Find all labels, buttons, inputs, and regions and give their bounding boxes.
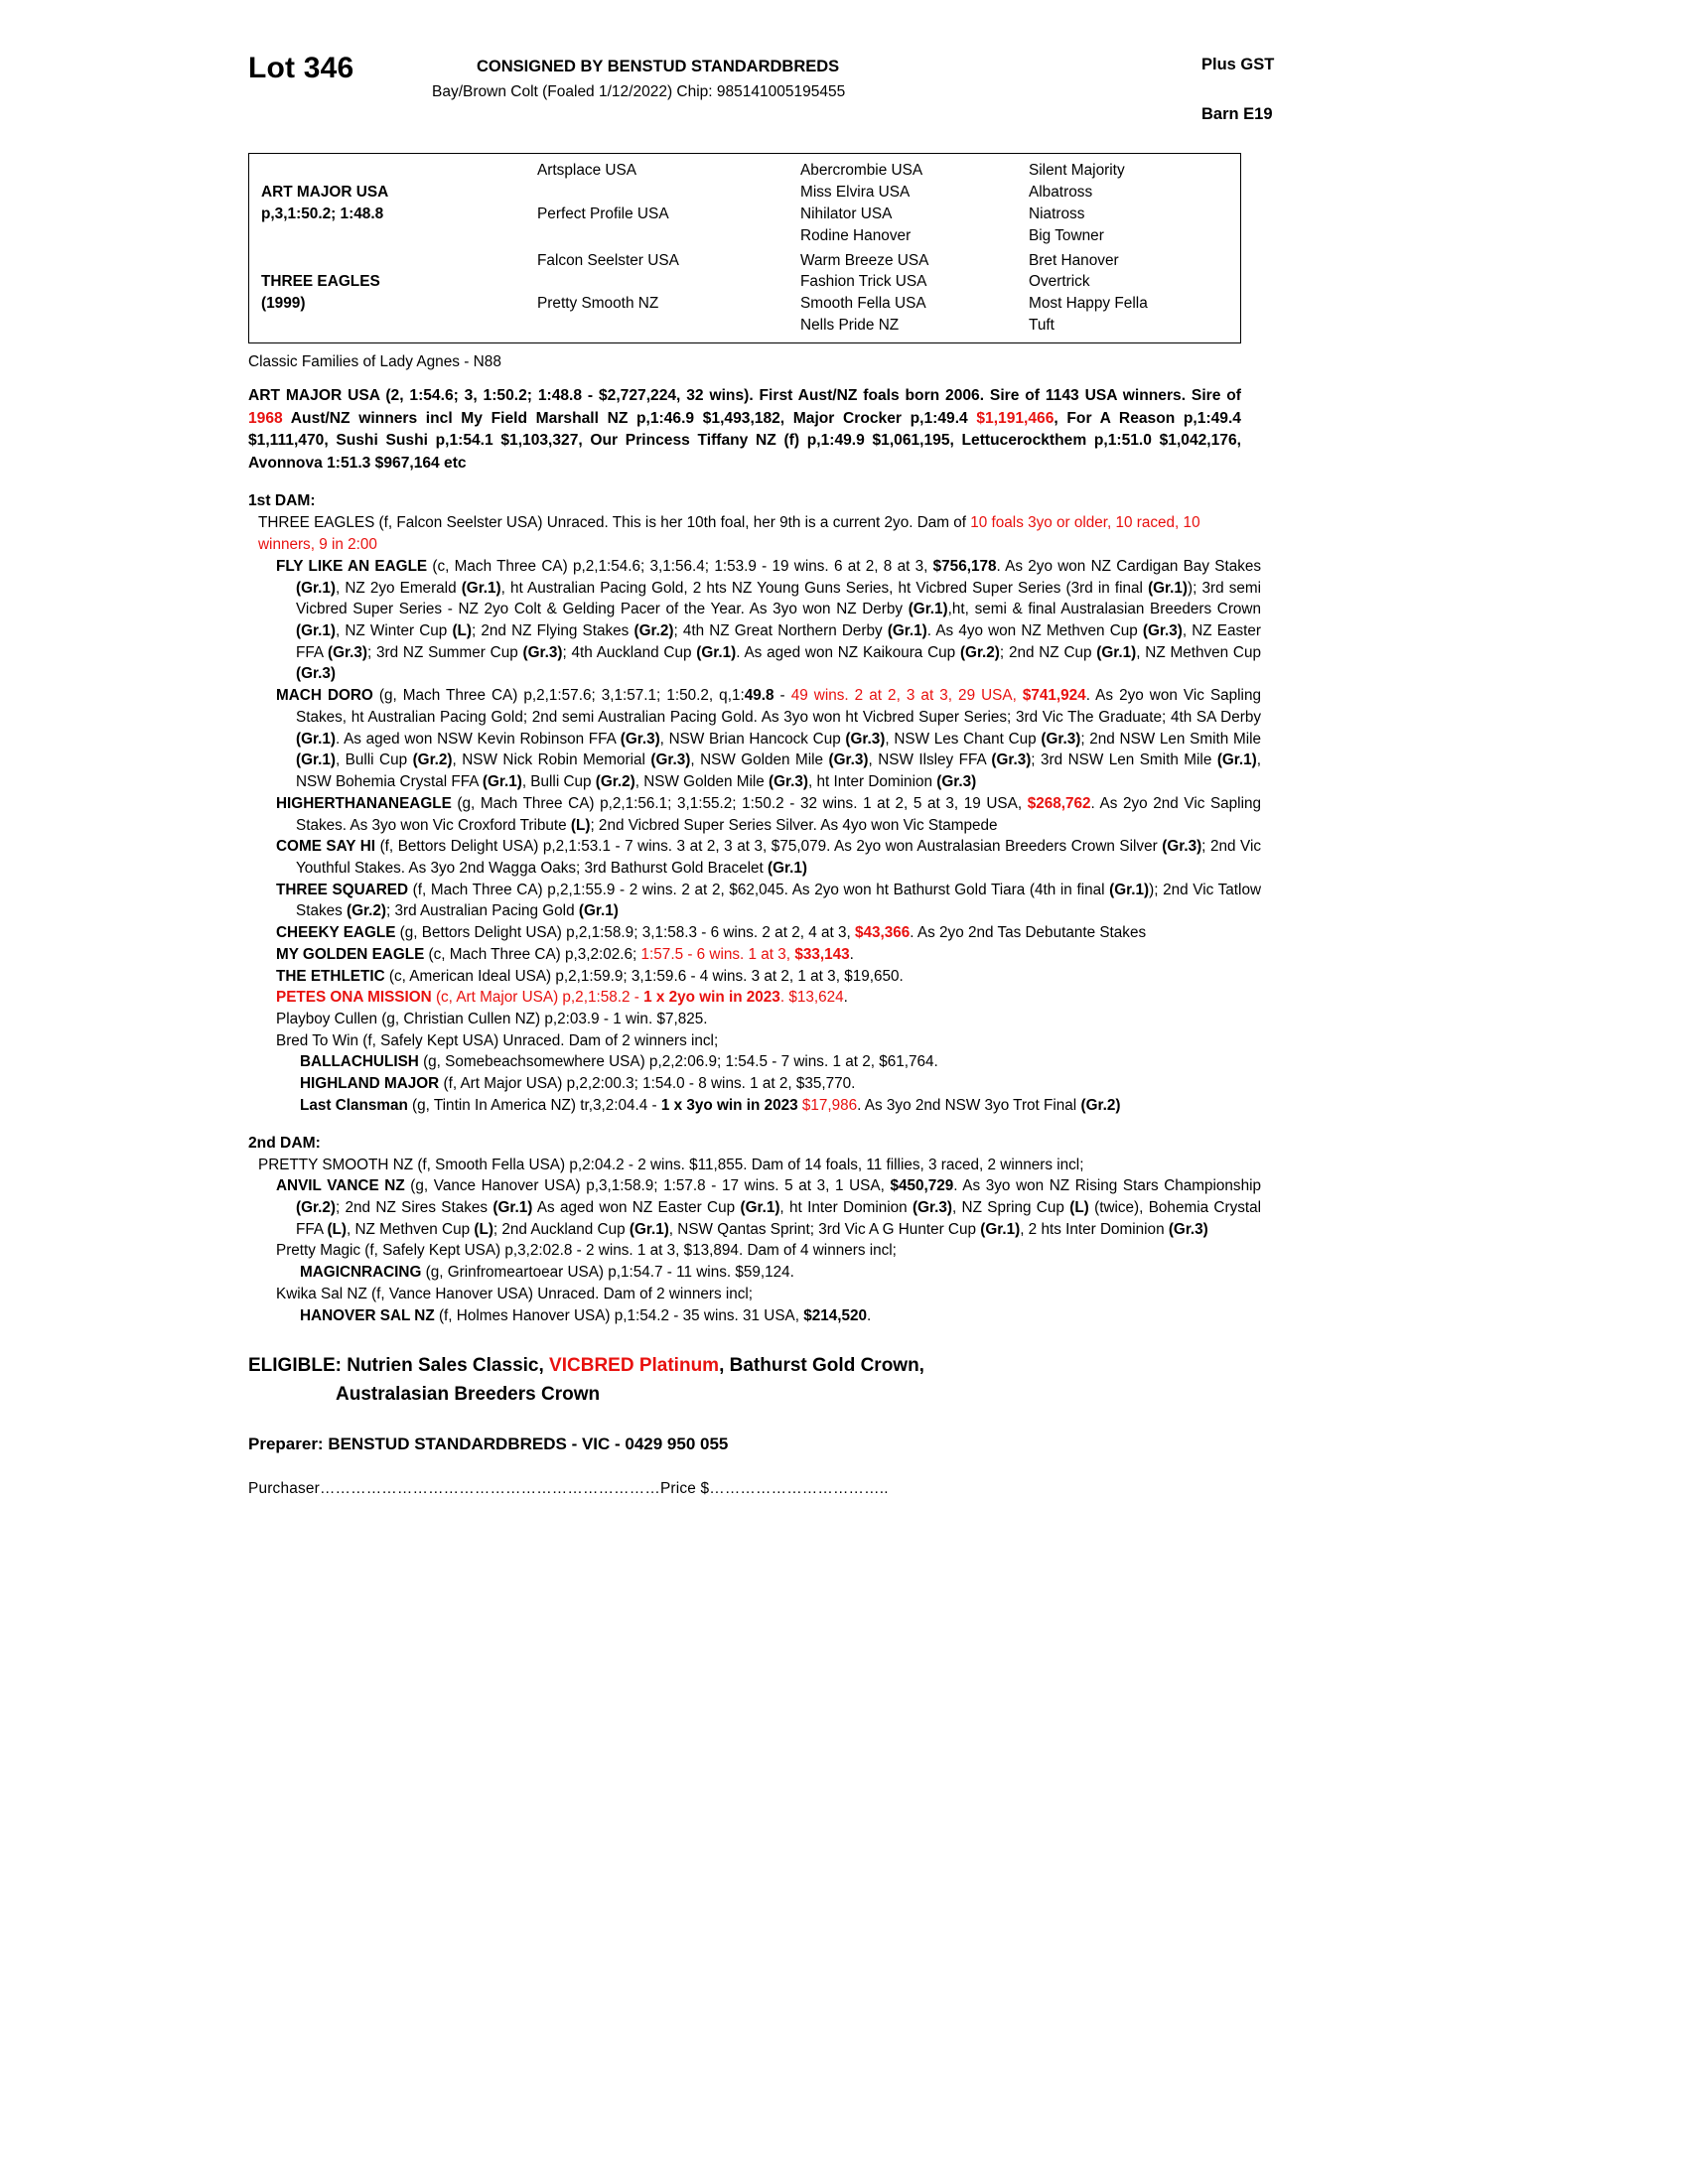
lot-number: Lot 346 xyxy=(248,52,354,84)
progeny-entry xyxy=(276,1175,1261,1240)
sire-summary-pre: ART MAJOR USA (2, 1:54.6; 3, 1:50.2; 1:48.8 - $2,727,224, 32 wins). First Aust/NZ foals born 2006. Sire of 1143 USA winners. Sire of xyxy=(248,387,1241,404)
eligible-block xyxy=(248,1352,1261,1409)
plus-gst-label: Plus GST xyxy=(1201,56,1275,73)
progeny-detail: (g, Mach Three CA) p,2,1:56.1; 3,1:55.2; 1:50.2 - 32 wins. 1 at 2, 5 at 3, 19 USA, $268,762. As 2yo 2nd Vic Sapling Stakes. As 3yo won Vic Croxford Tribute (L); 2nd Vicbred Super Series Silver. As 4yo won Vic Stampede xyxy=(296,794,1261,834)
first-dam-foal-stats: 10 foals 3yo or older, 10 raced, 10 winners, 9 in 2:00 xyxy=(258,514,1200,554)
pedigree-cell: Bret Hanover xyxy=(1029,251,1119,269)
progeny-entry xyxy=(276,836,1261,879)
progeny-entry: Playboy Cullen (g, Christian Cullen NZ) p,2:03.9 - 1 win. $7,825. xyxy=(276,1010,708,1027)
pedigree-row xyxy=(249,160,1240,182)
first-dam-sub-list xyxy=(149,1051,1539,1116)
barn-label: Barn E19 xyxy=(1201,105,1273,123)
progeny-entry xyxy=(276,685,1261,793)
first-dam-lead xyxy=(258,512,1241,555)
pedigree-row xyxy=(249,293,1240,315)
pedigree-table xyxy=(248,153,1241,343)
progeny-name: HIGHLAND MAJOR xyxy=(300,1075,440,1093)
progeny-detail: (f, Art Major USA) p,2,2:00.3; 1:54.0 - 8 wins. 1 at 2, $35,770. xyxy=(439,1075,856,1093)
pedigree-cell: Pretty Smooth NZ xyxy=(537,295,659,313)
progeny-detail: (g, Vance Hanover USA) p,3,1:58.9; 1:57.8 - 17 wins. 5 at 3, 1 USA, $450,729. As 3yo won NZ Rising Stars Championship (Gr.2); 2nd NZ Sires Stakes (Gr.1) As aged won NZ Easter Cup (Gr.1), ht Inter Dominion (Gr.3), NZ Spring Cup (L) (twice), Bohemia Crystal FFA (L), NZ Methven Cup (L); 2nd Auckland Cup (Gr.1), NSW Qantas Sprint; 3rd Vic A G Hunter Cup (Gr.1), 2 hts Inter Dominion (Gr.3) xyxy=(296,1177,1262,1238)
progeny-name: HIGHERTHANANEAGLE xyxy=(276,794,452,812)
preparer-line: Preparer: BENSTUD STANDARDBREDS - VIC - 0429 950 055 xyxy=(248,1434,729,1454)
sire-record: p,3,1:50.2; 1:48.8 xyxy=(261,205,384,222)
sire-summary xyxy=(248,385,1241,475)
progeny-detail: (g, Somebeachsomewhere USA) p,2,2:06.9; 1:54.5 - 7 wins. 1 at 2, $61,764. xyxy=(418,1053,938,1071)
pedigree-row xyxy=(249,250,1240,272)
pedigree-cell: Miss Elvira USA xyxy=(800,183,911,201)
pedigree-row xyxy=(249,225,1240,247)
pedigree-cell: Big Towner xyxy=(1029,226,1104,244)
progeny-entry xyxy=(276,880,1261,922)
progeny-entry xyxy=(276,922,1261,944)
first-dam-progeny-list xyxy=(149,556,1539,1009)
progeny-detail: (f, Bettors Delight USA) p,2,1:53.1 - 7 wins. 3 at 2, 3 at 3, $75,079. As 2yo won Australasian Breeders Crown Silver (Gr.3); 2nd Vic Youthful Stakes. As 3yo 2nd Wagga Oaks; 3rd Bathurst Gold Bracelet (Gr.1) xyxy=(296,838,1261,877)
pedigree-cell: Abercrombie USA xyxy=(800,162,923,179)
pedigree-row xyxy=(249,271,1240,293)
pedigree-row xyxy=(249,182,1240,204)
progeny-name: HANOVER SAL NZ xyxy=(300,1306,435,1324)
pedigree-cell: Niatross xyxy=(1029,205,1085,222)
progeny-name: ANVIL VANCE NZ xyxy=(276,1177,405,1195)
progeny-name: CHEEKY EAGLE xyxy=(276,924,396,942)
pedigree-cell: Tuft xyxy=(1029,317,1055,335)
progeny-name: THE ETHLETIC xyxy=(276,967,385,985)
progeny-entry xyxy=(276,944,1261,966)
progeny-detail: (f, Holmes Hanover USA) p,1:54.2 - 35 wins. 31 USA, $214,520. xyxy=(434,1306,872,1324)
progeny-detail: (g, Grinfromeartoear USA) p,1:54.7 - 11 wins. $59,124. xyxy=(421,1264,794,1282)
pedigree-cell: Warm Breeze USA xyxy=(800,251,929,269)
pedigree-cell: Perfect Profile USA xyxy=(537,205,669,222)
classic-families-line: Classic Families of Lady Agnes - N88 xyxy=(248,353,501,370)
progeny-entry xyxy=(300,1305,1261,1327)
first-dam-lead-text: THREE EAGLES (f, Falcon Seelster USA) Unraced. This is her 10th foal, her 9th is a current 2yo. Dam of xyxy=(258,514,971,532)
pedigree-row xyxy=(249,204,1240,225)
progeny-detail: (g, Bettors Delight USA) p,2,1:58.9; 3,1:58.3 - 6 wins. 2 at 2, 4 at 3, $43,366. As 2yo 2nd Tas Debutante Stakes xyxy=(395,924,1147,942)
pedigree-cell: Nells Pride NZ xyxy=(800,317,900,335)
sire-summary-mid2: , For A Reason p,1:49.4 $1,111,470, Sushi Sushi p,1:54.1 $1,103,327, Our Princess Tiffany NZ (f) p,1:49.9 $1,061,195, Lettucerockthem p,1:51.0 $1,042,176, Avonnova 1:51.3 $967,164 etc xyxy=(248,409,1241,472)
pedigree-row xyxy=(249,315,1240,337)
progeny-entry xyxy=(300,1051,1261,1073)
sire-summary-mid1: Aust/NZ winners incl My Field Marshall NZ p,1:46.9 $1,493,182, Major Crocker p,1:49.4 xyxy=(282,409,977,427)
progeny-detail: (g, Tintin In America NZ) tr,3,2:04.4 - 1 x 3yo win in 2023 $17,986. As 3yo 2nd NSW 3yo Trot Final (Gr.2) xyxy=(407,1096,1121,1114)
progeny-name: MY GOLDEN EAGLE xyxy=(276,945,425,963)
progeny-entry xyxy=(300,1073,1261,1095)
progeny-name: COME SAY HI xyxy=(276,838,376,856)
progeny-detail: (c, American Ideal USA) p,2,1:59.9; 3,1:59.6 - 4 wins. 3 at 2, 1 at 3, $19,650. xyxy=(384,967,904,985)
progeny-detail: (c, Mach Three CA) p,2,1:54.6; 3,1:56.4; 1:53.9 - 19 wins. 6 at 2, 8 at 3, $756,178. As 2yo won NZ Cardigan Bay Stakes (Gr.1), NZ 2yo Emerald (Gr.1), ht Australian Pacing Gold, 2 hts NZ Young Guns Series, ht Vicbred Super Series (3rd in final (Gr.1)); 3rd semi Vicbred Super Series - NZ 2yo Colt & Gelding Pacer of the Year. As 3yo won NZ Derby (Gr.1),ht, semi & final Australasian Breeders Crown (Gr.1), NZ Winter Cup (L); 2nd NZ Flying Stakes (Gr.2); 4th NZ Great Northern Derby (Gr.1). As 4yo won NZ Methven Cup (Gr.3), NZ Easter FFA (Gr.3); 3rd NZ Summer Cup (Gr.3); 4th Auckland Cup (Gr.1). As aged won NZ Kaikoura Cup (Gr.2); 2nd NZ Cup (Gr.1), NZ Methven Cup (Gr.3) xyxy=(296,557,1262,683)
eligible-vicbred: VICBRED Platinum xyxy=(549,1355,720,1377)
pedigree-cell: Artsplace USA xyxy=(537,162,637,179)
progeny-entry: Pretty Magic (f, Safely Kept USA) p,3,2:02.8 - 2 wins. 1 at 3, $13,894. Dam of 4 winners incl; xyxy=(276,1242,897,1260)
horse-description: Bay/Brown Colt (Foaled 1/12/2022) Chip: 985141005195455 xyxy=(432,83,846,100)
progeny-name: BALLACHULISH xyxy=(300,1053,419,1071)
pedigree-cell: Nihilator USA xyxy=(800,205,893,222)
first-dam-heading: 1st DAM: xyxy=(248,492,316,510)
progeny-name: MAGICNRACING xyxy=(300,1264,422,1282)
progeny-detail: (c, Mach Three CA) p,3,2:02.6; 1:57.5 - 6 wins. 1 at 3, $33,143. xyxy=(424,945,854,963)
dam-name: THREE EAGLES xyxy=(261,273,380,291)
second-dam-lead: PRETTY SMOOTH NZ (f, Smooth Fella USA) p,2:04.2 - 2 wins. $11,855. Dam of 14 foals, 11 fillies, 3 raced, 2 winners incl; xyxy=(258,1156,1084,1173)
progeny-entry xyxy=(300,1095,1261,1117)
pedigree-cell: Overtrick xyxy=(1029,273,1090,291)
eligible-label: ELIGIBLE: Nutrien Sales Classic, xyxy=(248,1355,550,1377)
progeny-entry xyxy=(276,966,1261,988)
progeny-detail: (f, Mach Three CA) p,2,1:55.9 - 2 wins. 2 at 2, $62,045. As 2yo won ht Bathurst Gold Tiara (4th in final (Gr.1)); 2nd Vic Tatlow Stakes (Gr.2); 3rd Australian Pacing Gold (Gr.1) xyxy=(296,881,1261,920)
sire-winners-count: 1968 xyxy=(248,409,283,427)
progeny-entry xyxy=(276,556,1261,685)
progeny-detail: (g, Mach Three CA) p,2,1:57.6; 3,1:57.1; 1:50.2, q,1:49.8 - 49 wins. 2 at 2, 3 at 3, 29 USA, $741,924. As 2yo won Vic Sapling Stakes, ht Australian Pacing Gold; 2nd semi Australian Pacing Gold. As 3yo won ht Vicbred Super Series; 3rd Vic The Graduate; 4th SA Derby (Gr.1). As aged won NSW Kevin Robinson FFA (Gr.3), NSW Brian Hancock Cup (Gr.3), NSW Les Chant Cup (Gr.3); 2nd NSW Len Smith Mile (Gr.1), Bulli Cup (Gr.2), NSW Nick Robin Memorial (Gr.3), NSW Golden Mile (Gr.3), NSW Ilsley FFA (Gr.3); 3rd NSW Len Smith Mile (Gr.1), NSW Bohemia Crystal FFA (Gr.1), Bulli Cup (Gr.2), NSW Golden Mile (Gr.3), ht Inter Dominion (Gr.3) xyxy=(296,687,1262,791)
first-dam-plain-list xyxy=(149,1009,1539,1051)
progeny-entry: Kwika Sal NZ (f, Vance Hanover USA) Unraced. Dam of 2 winners incl; xyxy=(276,1285,754,1302)
pedigree-cell: Fashion Trick USA xyxy=(800,273,927,291)
consignor-line: CONSIGNED BY BENSTUD STANDARDBREDS xyxy=(477,58,840,75)
sire-name: ART MAJOR USA xyxy=(261,183,389,201)
progeny-entry: Bred To Win (f, Safely Kept USA) Unraced. Dam of 2 winners incl; xyxy=(276,1031,719,1049)
pedigree-cell: Albatross xyxy=(1029,183,1093,201)
progeny-detail: (c, Art Major USA) p,2,1:58.2 - 1 x 2yo win in 2023. $13,624. xyxy=(435,989,848,1007)
progeny-name: MACH DORO xyxy=(276,687,373,705)
progeny-entry xyxy=(276,793,1261,836)
pedigree-cell: Most Happy Fella xyxy=(1029,295,1148,313)
purchaser-line: Purchaser…………………………………………………………Price $…………………………….. xyxy=(248,1480,889,1498)
pedigree-cell: Rodine Hanover xyxy=(800,226,912,244)
progeny-name: PETES ONA MISSION xyxy=(276,989,432,1007)
second-dam-entries xyxy=(149,1175,1539,1326)
progeny-entry xyxy=(276,987,1261,1009)
sire-earnings-highlight: $1,191,466 xyxy=(976,409,1055,427)
eligible-post: , Bathurst Gold Crown, xyxy=(719,1355,924,1377)
progeny-name: THREE SQUARED xyxy=(276,881,408,898)
dam-year: (1999) xyxy=(261,295,306,313)
page-header xyxy=(149,44,1539,139)
progeny-name: FLY LIKE AN EAGLE xyxy=(276,557,428,575)
eligible-line2: Australasian Breeders Crown xyxy=(336,1383,601,1405)
pedigree-cell: Smooth Fella USA xyxy=(800,295,926,313)
second-dam-heading: 2nd DAM: xyxy=(248,1134,321,1152)
pedigree-cell: Silent Majority xyxy=(1029,162,1125,179)
progeny-entry xyxy=(300,1262,1261,1284)
pedigree-cell: Falcon Seelster USA xyxy=(537,251,679,269)
progeny-name: Last Clansman xyxy=(300,1096,408,1114)
